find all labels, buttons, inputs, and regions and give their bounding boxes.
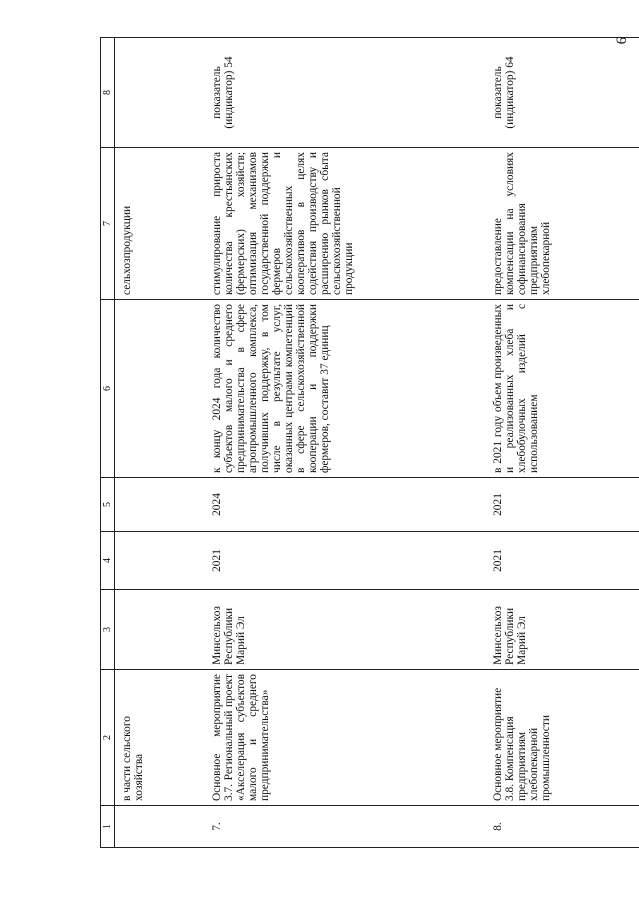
column-header: 6: [101, 300, 115, 478]
measure-name: Основное мероприятие 3.7. Региональный проект «Акселерация субъектов малого и среднего предпринимательства»: [205, 670, 486, 806]
indicator: показатель (индикатор) 54: [205, 38, 486, 148]
start-year: 2021: [486, 532, 639, 590]
column-header: 1: [101, 806, 115, 848]
column-header: 5: [101, 478, 115, 532]
consequences: предоставление компенсации на условиях софинансирования предприятиям хлебопекарной: [486, 148, 639, 300]
table-row: [486, 38, 639, 848]
indicator: показатель (индикатор) 64: [486, 38, 639, 148]
row-number: 7.: [205, 806, 486, 848]
start-year: 2021: [205, 532, 486, 590]
column-header: 7: [101, 148, 115, 300]
measure-name: Основное мероприятие 3.8. Компенсация предприятиям хлебопекарной промышленности: [486, 670, 639, 806]
end-year: 2021: [486, 478, 639, 532]
column-header: 4: [101, 532, 115, 590]
page-number: 9: [612, 36, 629, 45]
column-header: 3: [101, 590, 115, 670]
consequences: стимулирование прироста количества крестьянских (фермерских) хозяйств; оптимизация механизмов государственной поддержки фермеров и сельскохозяйственных кооперативов в целях содействия производству и расширению рынков сбыта сельскохозяйственной продукции: [205, 148, 486, 300]
end-year: 2024: [205, 478, 486, 532]
expected-result: в 2021 году объем произведенных и реализованных хлеба и хлебобулочных изделий с использованием: [486, 300, 639, 478]
table-row: [205, 38, 486, 848]
column-header: 8: [101, 38, 115, 148]
rotated-table-container: [100, 38, 638, 848]
executor: Минсельхоз Республики Марий Эл: [205, 590, 486, 670]
continuation-row: [115, 38, 206, 848]
row-number: 8.: [486, 806, 639, 848]
executor: Минсельхоз Республики Марий Эл: [486, 590, 639, 670]
program-measures-table: [100, 37, 639, 848]
column-header: 2: [101, 670, 115, 806]
expected-result: к концу 2024 года количество субъектов малого и среднего предпринимательства в сфере агропромышленного комплекса, получивших поддержку, в том числе в результате услуг, оказанных центрами компетенций в сфере сельскохозяйственной кооперации и поддержки фермеров, составит 37 единиц: [205, 300, 486, 478]
continuation-name-text: в части сельского хозяйства: [115, 670, 206, 806]
continuation-consequences-text: сельхозпродукции: [115, 148, 206, 300]
column-number-row: [101, 38, 115, 848]
